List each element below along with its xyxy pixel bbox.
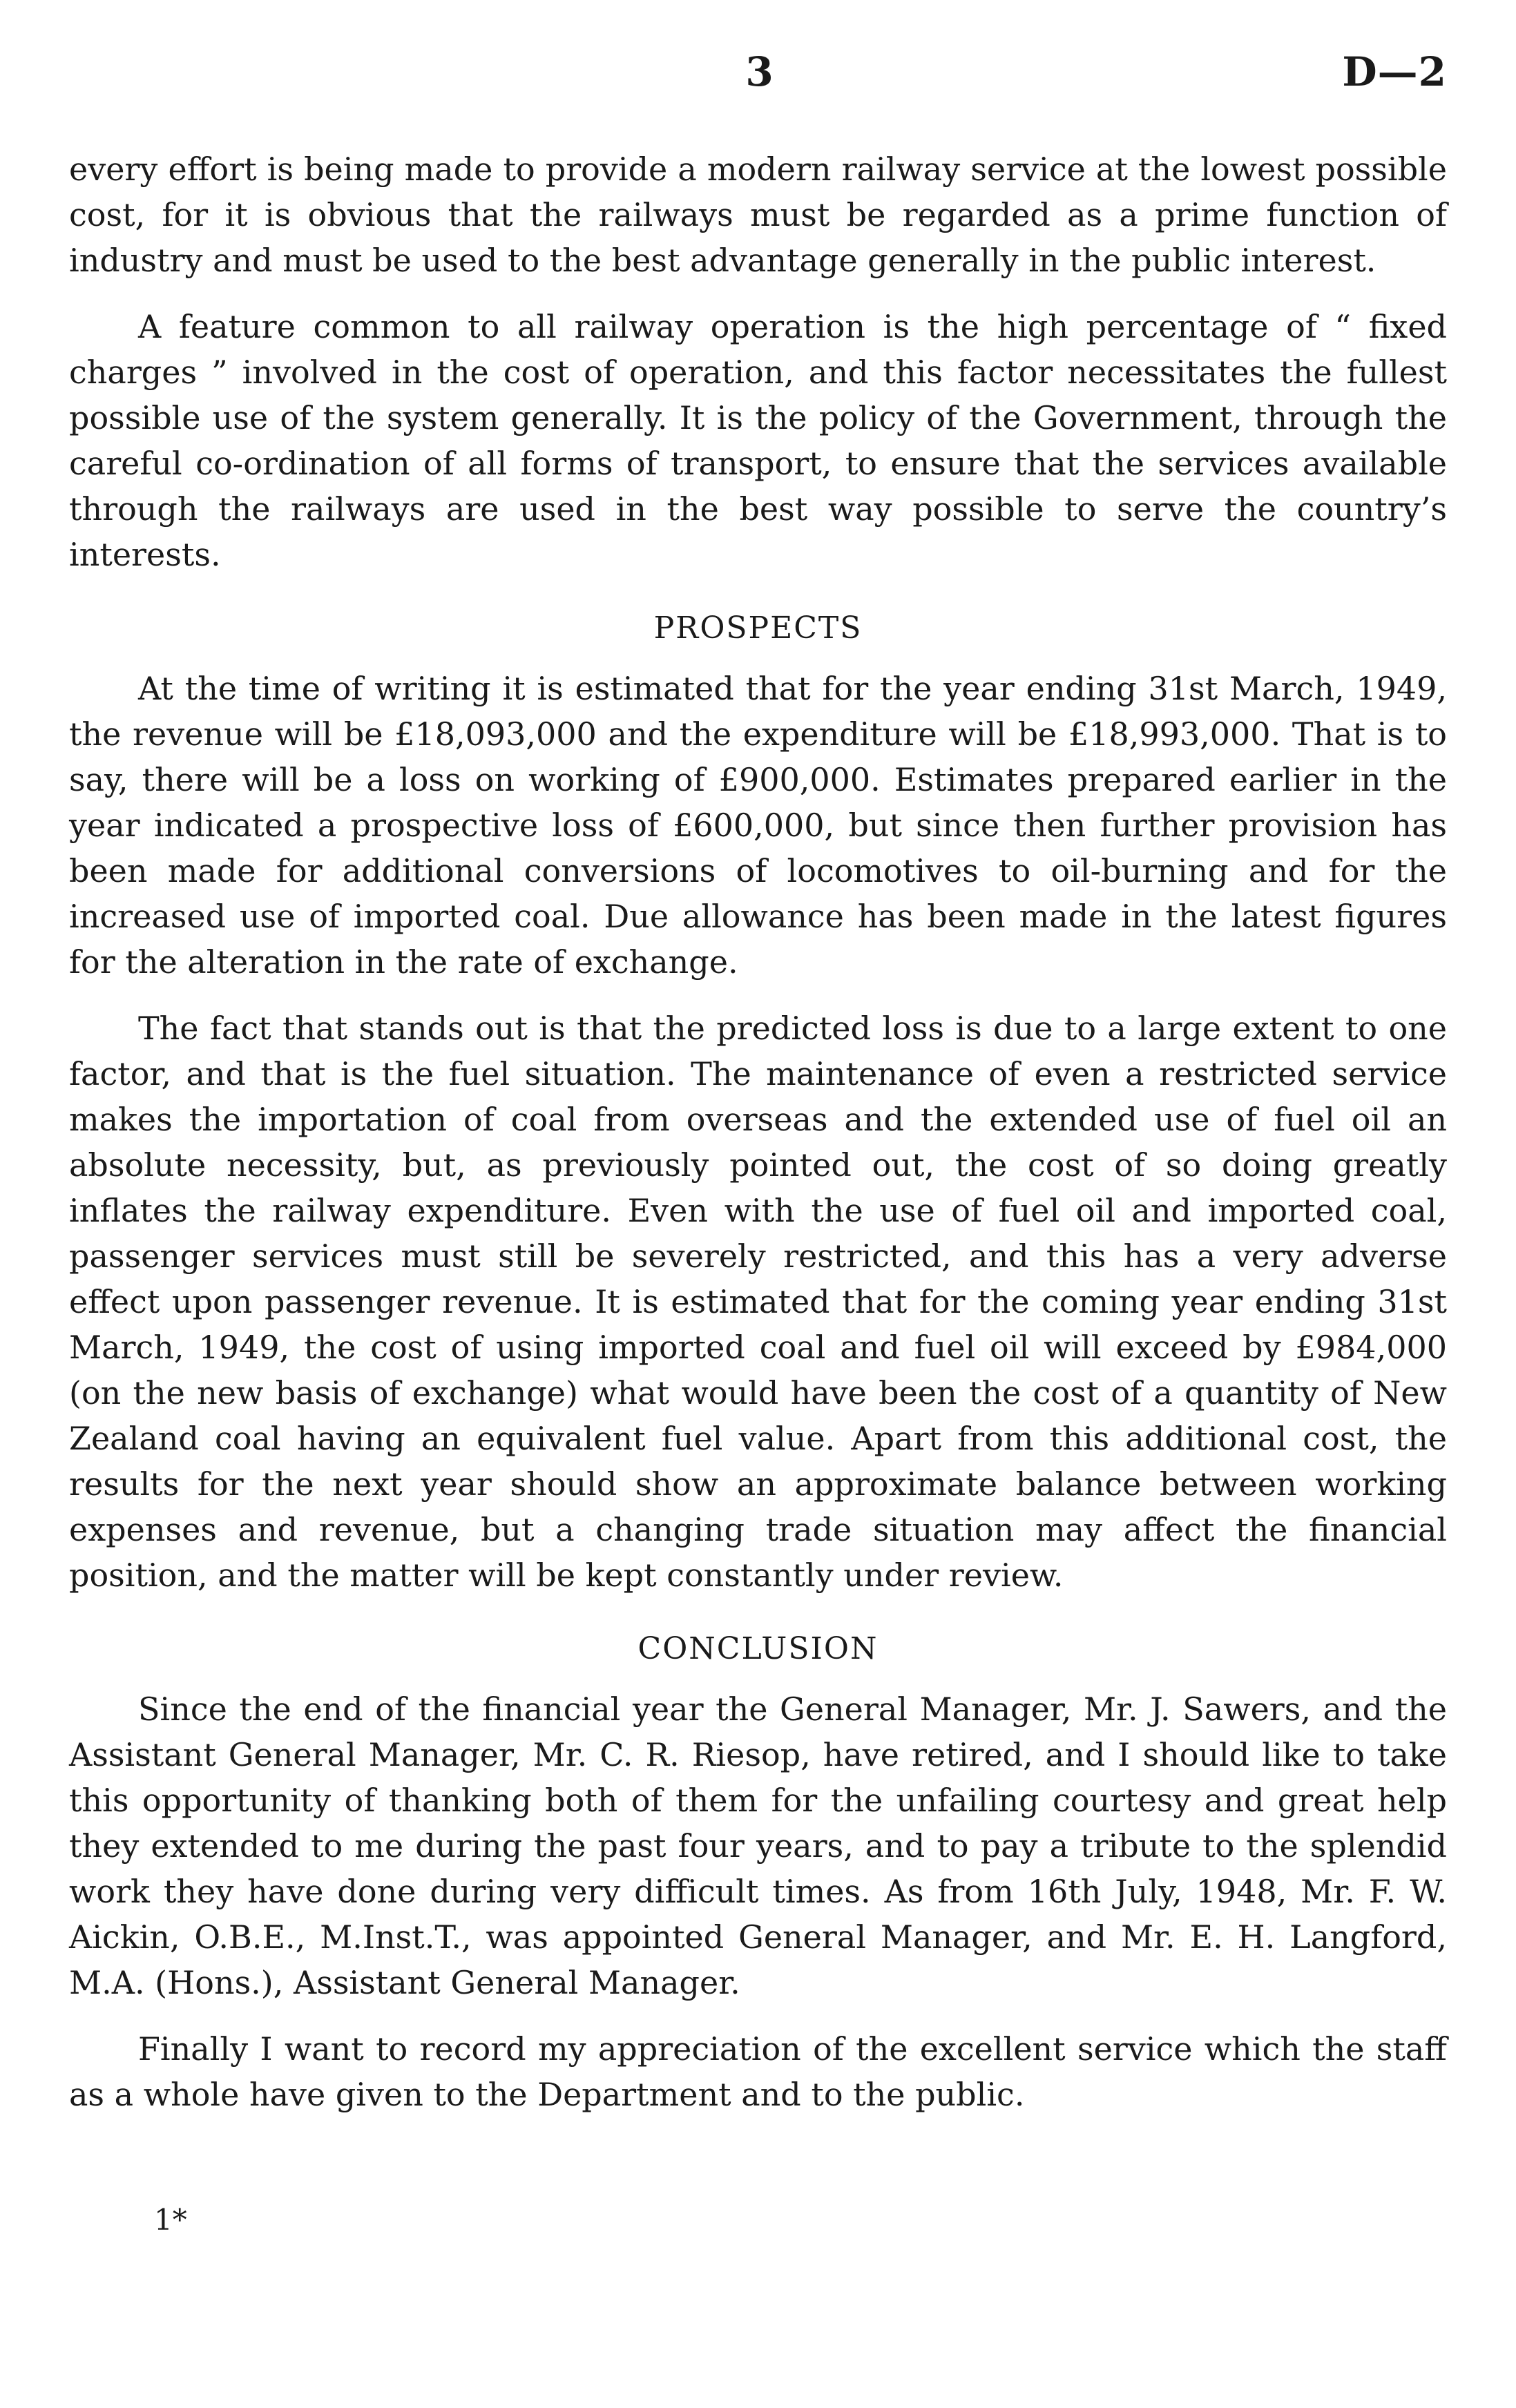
paragraph-conclusion-1: Since the end of the financial year the General Manager, Mr. J. Sawers, and the Assistant General Manager, Mr. C. R. Riesop, have retired, and I should like to take this opportunity of thanking both of them for the unfailing courtesy and great help they extended to me during the past four years, and to pay a tribute to the splendid work they have done during very difficult times. As from 16th July, 1948, Mr. F. W. Aickin, O.B.E., M.Inst.T., was appointed General Manager, and Mr. E. H. Langford, M.A. (Hons.), Assistant General Manager. [69, 1691, 1447, 2001]
paragraph-fixed-charges: A feature common to all railway operation is the high percentage of “ fixed charges ” involved in the cost of operation, and this factor necessitates the fullest possible use of the system generally. It is the policy of the Government, through the careful co-ordination of all forms of transport, to ensure that the services available through the railways are used in the best way possible to serve the country’s interests. [69, 308, 1447, 573]
paragraph-prospects-1: At the time of writing it is estimated that for the year ending 31st March, 1949, the revenue will be £18,093,000 and the expenditure will be £18,993,000. That is to say, there will be a loss on working of £900,000. Estimates prepared earlier in the year indicated a prospective loss of £600,000, but since then further provision has been made for additional conversions of locomotives to oil-burning and for the increased use of imported coal. Due allowance has been made in the latest figures for the alteration in the rate of exchange. [69, 670, 1447, 981]
page-number: 3 [745, 48, 774, 95]
paragraph-conclusion-2: Finally I want to record my appreciation of the excellent service which the staff as a whole have given to the Department and to the public. [69, 2030, 1447, 2113]
signature-mark: 1* [154, 2203, 187, 2237]
section-heading-conclusion: CONCLUSION [637, 1631, 879, 1666]
document-reference: D—2 [1342, 48, 1447, 95]
paragraph-prospects-2: The fact that stands out is that the predicted loss is due to a large extent to one factor, and that is the fuel situation. The maintenance of even a restricted service makes the importation of coal from overseas and the extended use of fuel oil an absolute necessity, but, as previously pointed out, the cost of so doing greatly inflates the railway expenditure. Even with the use of fuel oil and imported coal, passenger services must still be severely restricted, and this has a very adverse effect upon passenger revenue. It is estimated that for the coming year ending 31st March, 1949, the cost of using imported coal and fuel oil will exceed by £984,000 (on the new basis of exchange) what would have been the cost of a quantity of New Zealand coal having an equivalent fuel value. Apart from this additional cost, the results for the next year should show an approximate balance between working expenses and revenue, but a changing trade situation may affect the financial position, and the matter will be kept constantly under review. [69, 1010, 1447, 1594]
document-body [69, 146, 1447, 2138]
section-heading-prospects: PROSPECTS [653, 610, 863, 646]
paragraph-intro: every effort is being made to provide a modern railway service at the lowest possible cost, for it is obvious that the railways must be regarded as a prime function of industry and must be used to the best advantage generally in the public interest. [69, 151, 1447, 279]
